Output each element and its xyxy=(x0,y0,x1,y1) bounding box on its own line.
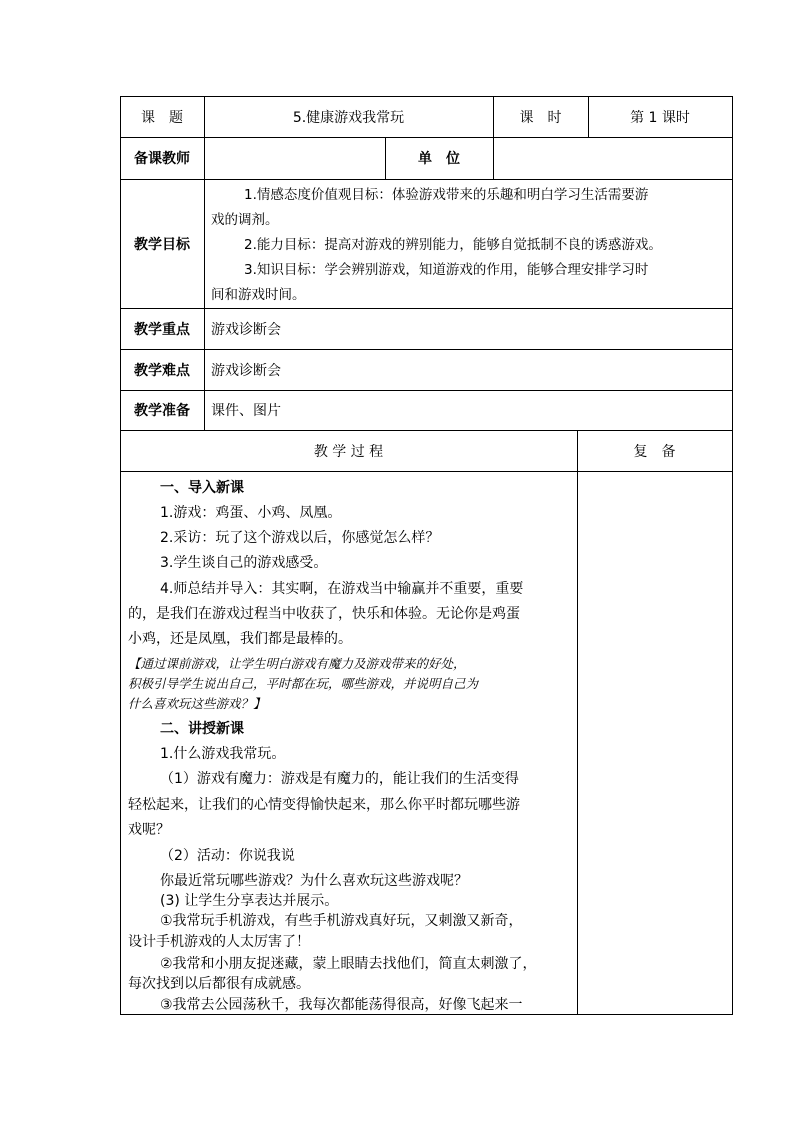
process-line: 1.什么游戏我常玩。 xyxy=(160,746,286,762)
section-heading: 一、导入新课 xyxy=(160,480,244,496)
process-line: 2.采访：玩了这个游戏以后，你感觉怎么样？ xyxy=(160,530,440,546)
preparation-value: 课件、图片 xyxy=(211,403,281,419)
objective-line: 戏的调剂。 xyxy=(211,212,279,228)
teacher-value xyxy=(204,137,385,179)
difficult-point-label: 教学难点 xyxy=(134,362,190,379)
process-line: 每次找到以后都很有成就感。 xyxy=(128,976,310,992)
preparation-label: 教学准备 xyxy=(134,403,190,419)
objective-line: 1.情感态度价值观目标：体验游戏带来的乐趣和明白学习生活需要游 xyxy=(244,187,649,203)
process-line: 3.学生谈自己的游戏感受。 xyxy=(160,555,328,571)
process-line: 轻松起来，让我们的心情变得愉快起来，那么你平时都玩哪些游 xyxy=(128,797,520,813)
process-header: 教 学 过 程 xyxy=(313,443,384,460)
process-line: 1.游戏：鸡蛋、小鸡、凤凰。 xyxy=(160,505,342,521)
review-header: 复 备 xyxy=(633,443,676,460)
process-line: 戏呢？ xyxy=(128,822,170,838)
teacher-label: 备课教师 xyxy=(134,151,190,167)
objectives-label: 教学目标 xyxy=(134,236,190,253)
process-line: 你最近常玩哪些游戏？为什么喜欢玩这些游戏呢？ xyxy=(160,873,468,889)
design-note-line: 什么喜欢玩这些游戏？】 xyxy=(128,696,266,711)
section-heading: 二、讲授新课 xyxy=(160,721,244,737)
process-line: ①我常玩手机游戏，有些手机游戏真好玩，又刺激又新奇， xyxy=(160,913,523,929)
objective-line: 间和游戏时间。 xyxy=(211,287,306,303)
key-point-label: 教学重点 xyxy=(134,321,190,338)
topic-label: 课 题 xyxy=(141,109,183,126)
key-point-value: 游戏诊断会 xyxy=(211,321,281,338)
topic-value: 5.健康游戏我常玩 xyxy=(292,109,405,126)
process-line: ②我常和小朋友捉迷藏，蒙上眼睛去找他们，简直太刺激了， xyxy=(160,956,537,972)
process-line: （2）活动：你说我说 xyxy=(160,848,295,864)
period-value: 第 1 课时 xyxy=(630,109,690,126)
design-note-line: 积极引导学生说出自己，平时都在玩，哪些游戏，并说明自己为 xyxy=(128,676,479,691)
process-line: 设计手机游戏的人太厉害了！ xyxy=(128,934,310,950)
process-line: 小鸡，还是凤凰，我们都是最棒的。 xyxy=(128,631,352,647)
process-line: ③我常去公园荡秋千，我每次都能荡得很高，好像飞起来一 xyxy=(160,997,523,1013)
unit-value xyxy=(493,137,732,179)
process-line: 的，是我们在游戏过程当中收获了，快乐和体验。无论你是鸡蛋 xyxy=(128,606,520,622)
difficult-point-value: 游戏诊断会 xyxy=(211,362,281,379)
unit-label: 单 位 xyxy=(418,151,460,167)
objective-line: 3.知识目标：学会辨别游戏，知道游戏的作用，能够合理安排学习时 xyxy=(244,262,649,278)
objective-line: 2.能力目标：提高对游戏的辨别能力，能够自觉抵制不良的诱惑游戏。 xyxy=(244,237,662,253)
design-note-line: 【通过课前游戏，让学生明白游戏有魔力及游戏带来的好处， xyxy=(128,656,466,671)
period-label: 课 时 xyxy=(519,109,562,126)
process-line: 4.师总结并导入：其实啊，在游戏当中输赢并不重要，重要 xyxy=(160,581,524,597)
process-line: (3) 让学生分享表达并展示。 xyxy=(160,893,339,909)
process-line: （1）游戏有魔力：游戏是有魔力的，能让我们的生活变得 xyxy=(160,771,519,787)
